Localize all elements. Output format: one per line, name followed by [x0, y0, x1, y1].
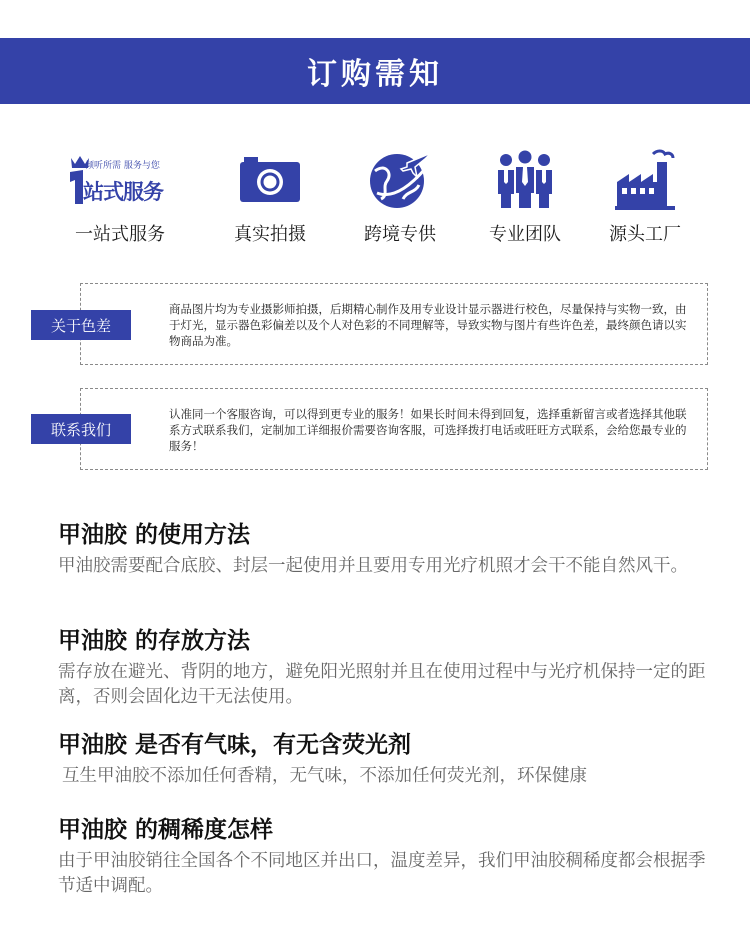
factory-icon	[613, 148, 677, 212]
feature-label: 真实拍摄	[234, 224, 306, 245]
section-storage	[58, 626, 708, 710]
color-difference-notice	[80, 283, 708, 365]
feature-label: 跨境专供	[364, 224, 436, 245]
section-body: 互生甲油胶不添加任何香精，无气味，不添加任何荧光剂，环保健康	[62, 766, 587, 786]
notice-tag-contact-us: 联系我们	[31, 414, 131, 444]
page-title: 订购需知	[307, 57, 443, 92]
feature-label: 一站式服务	[75, 224, 165, 245]
brand-slogan: 倾听所需 服务与您	[85, 161, 160, 171]
section-title: 甲油胶 的稠稀度怎样	[58, 817, 274, 843]
section-title: 甲油胶 的使用方法	[58, 522, 251, 548]
notice-text: 认准同一个客服咨询，可以得到更专业的服务！如果长时间未得到回复，选择重新留言或者选择其他联系方式联系我们，定制加工详细报价需要咨询客服，可选择拨打电话或旺旺方式联系，会给您最专业的服务！	[169, 407, 687, 453]
notice-tag-color-difference: 关于色差	[31, 310, 131, 340]
section-viscosity	[58, 815, 708, 899]
feature-factory	[580, 148, 710, 246]
brand-name: 站式服务	[83, 180, 163, 204]
feature-row	[55, 148, 705, 248]
section-odor	[58, 730, 708, 789]
section-body: 甲油胶需要配合底胶、封层一起使用并且要用专用光疗机照才会干不能自然风干。	[58, 556, 688, 576]
section-body: 需存放在避光、背阴的地方，避免阳光照射并且在使用过程中与光疗机保持一定的距离，否则会固化边干无法使用。	[58, 662, 706, 707]
feature-label: 专业团队	[489, 224, 561, 245]
camera-icon	[238, 155, 302, 205]
section-title: 甲油胶 的存放方法	[58, 628, 251, 654]
section-title: 甲油胶 是否有气味，有无含荧光剂	[58, 732, 412, 758]
feature-real-shot	[205, 148, 335, 246]
feature-cross-border	[335, 148, 465, 246]
feature-label: 源头工厂	[609, 224, 681, 245]
feature-one-stop	[55, 148, 185, 246]
section-body: 由于甲油胶销往全国各个不同地区并出口，温度差异，我们甲油胶稠稀度都会根据季节适中调配。	[58, 851, 706, 896]
contact-us-notice	[80, 388, 708, 470]
notice-text: 商品图片均为专业摄影师拍摄，后期精心制作及用专业设计显示器进行校色，尽量保持与实物一致，由于灯光，显示器色彩偏差以及个人对色彩的不同理解等，导致实物与图片有些许色差，最终颜色请以实物商品为准。	[169, 302, 687, 348]
section-usage	[58, 520, 708, 579]
one-stop-service-logo-icon	[55, 148, 185, 212]
globe-plane-icon	[367, 149, 433, 211]
feature-team	[460, 148, 590, 246]
header-banner	[0, 38, 750, 104]
team-icon	[496, 150, 554, 210]
